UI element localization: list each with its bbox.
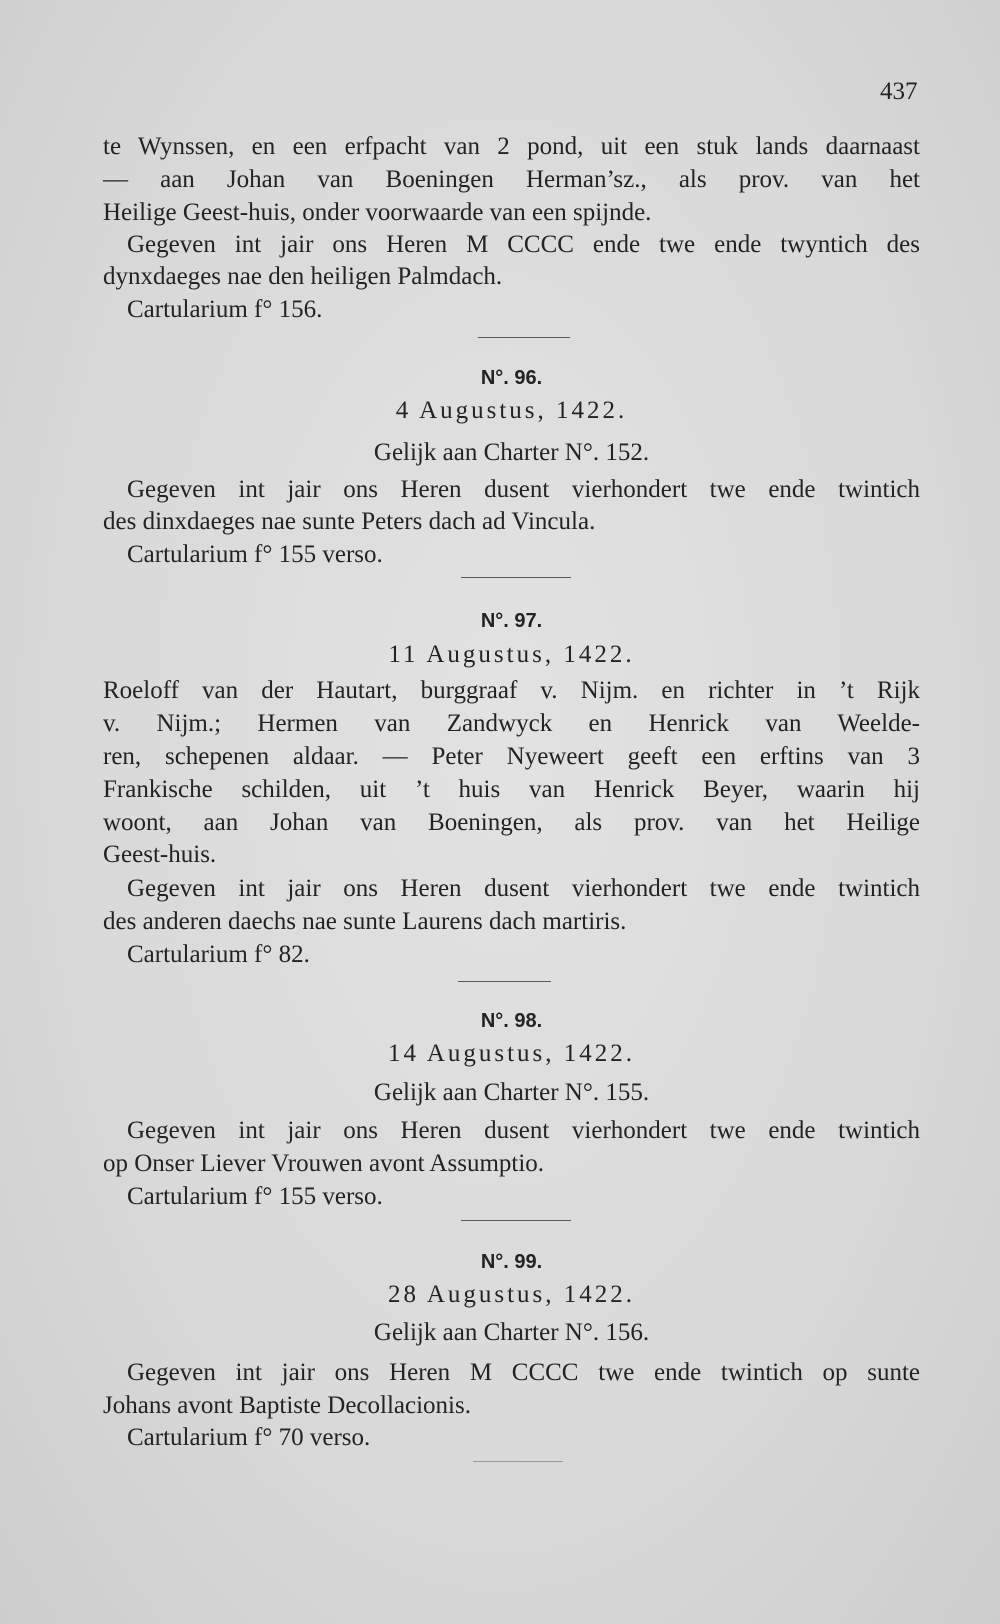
text-line: Heilige Geest-huis, onder voorwaarde van een spijnde.: [103, 199, 652, 226]
text-line: des dinxdaeges nae sunte Peters dach ad Vincula.: [103, 508, 596, 535]
citation: Cartularium f° 156.: [127, 296, 323, 323]
text-line: Gegeven int jair ons Heren dusent vierhondert twe ende twintich: [127, 1117, 920, 1144]
entry-number: N°. 97.: [480, 610, 543, 632]
text-line: Gegeven int jair ons Heren M CCCC ende twe ende twyntich des: [127, 231, 920, 258]
text-line: Johans avont Baptiste Decollacionis.: [103, 1392, 471, 1419]
text-line: Gegeven int jair ons Heren dusent vierhondert twe ende twintich: [127, 875, 920, 902]
entry-date: 11 Augustus, 1422.: [388, 641, 635, 668]
section-divider: [473, 1461, 563, 1462]
text-line: dynxdaeges nae den heiligen Palmdach.: [103, 263, 503, 290]
section-divider: [461, 1220, 571, 1221]
section-divider: [461, 577, 571, 578]
citation: Cartularium f° 155 verso.: [127, 1183, 383, 1210]
text-line: v. Nijm.; Hermen van Zandwyck en Henrick van Weelde-: [103, 710, 920, 737]
entry-date: 4 Augustus, 1422.: [395, 397, 628, 424]
text-line: Gegeven int jair ons Heren M CCCC twe ende twintich op sunte: [127, 1359, 920, 1386]
entry-number: N°. 96.: [480, 367, 543, 389]
section-divider: [478, 337, 570, 338]
entry-date: 28 Augustus, 1422.: [387, 1281, 636, 1308]
citation: Cartularium f° 155 verso.: [127, 541, 383, 568]
text-line: — aan Johan van Boeningen Herman’sz., als prov. van het: [103, 166, 920, 193]
text-line: Frankische schilden, uit ’t huis van Henrick Beyer, waarin hij: [103, 776, 920, 803]
text-line: Geest-huis.: [103, 841, 217, 868]
entry-reference: Gelijk aan Charter N°. 152.: [373, 439, 650, 466]
citation: Cartularium f° 82.: [127, 941, 310, 968]
page-number: 437: [880, 78, 918, 105]
entry-reference: Gelijk aan Charter N°. 155.: [373, 1079, 650, 1106]
text-line: woont, aan Johan van Boeningen, als prov. van het Heilige: [103, 809, 920, 836]
text-line: te Wynssen, en een erfpacht van 2 pond, uit een stuk lands daarnaast: [103, 133, 920, 160]
section-divider: [458, 981, 551, 982]
entry-date: 14 Augustus, 1422.: [387, 1040, 636, 1067]
entry-number: N°. 99.: [480, 1251, 543, 1273]
text-line: Gegeven int jair ons Heren dusent vierhondert twe ende twintich: [127, 476, 920, 503]
text-line: ren, schepenen aldaar. — Peter Nyeweert geeft een erftins van 3: [103, 743, 920, 770]
text-line: Roeloff van der Hautart, burggraaf v. Nijm. en richter in ’t Rijk: [103, 677, 920, 704]
text-line: des anderen daechs nae sunte Laurens dach martiris.: [103, 908, 627, 935]
entry-number: N°. 98.: [480, 1010, 543, 1032]
entry-reference: Gelijk aan Charter N°. 156.: [373, 1319, 650, 1346]
text-line: op Onser Liever Vrouwen avont Assumptio.: [103, 1150, 545, 1177]
citation: Cartularium f° 70 verso.: [127, 1424, 371, 1451]
